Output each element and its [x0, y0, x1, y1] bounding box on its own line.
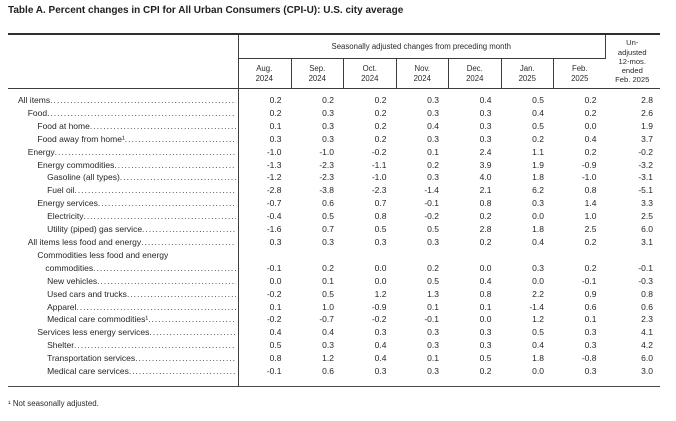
year-label: 2025	[518, 73, 536, 83]
value-cell: 1.8	[532, 353, 544, 364]
value-cell: 0.0	[584, 120, 597, 131]
month-label: Nov.	[414, 63, 430, 73]
value-cell: 4.1	[641, 327, 653, 338]
value-cell: -0.9	[371, 301, 387, 312]
unadjusted-header-line: ended	[621, 66, 643, 76]
value-cell: 0.5	[532, 120, 544, 131]
table-row	[8, 275, 660, 288]
value-cell: -1.0	[266, 146, 282, 157]
month-label: Dec.	[466, 63, 483, 73]
seasonally-adjusted-group-header: Seasonally adjusted changes from preceding month	[238, 35, 606, 59]
value-cell: 0.4	[532, 340, 544, 351]
value-cell: 0.3	[427, 366, 439, 377]
value-cell: 0.1	[427, 146, 439, 157]
value-cell: 1.1	[532, 146, 544, 157]
value-cell: 0.3	[532, 198, 544, 209]
value-cell: -0.4	[266, 211, 282, 222]
table-row	[8, 339, 660, 352]
dot-leader	[74, 339, 236, 352]
value-cell: 0.2	[427, 159, 439, 170]
table-row	[8, 197, 660, 210]
dot-leader	[98, 197, 236, 210]
value-cell: 0.5	[269, 340, 282, 351]
value-cell: 0.8	[374, 211, 387, 222]
table-row	[8, 146, 660, 159]
row-label-line: commodities	[45, 262, 94, 273]
table-body	[8, 89, 660, 386]
table-row	[8, 184, 660, 197]
dot-leader	[149, 326, 236, 339]
value-cell: 0.2	[322, 262, 334, 273]
table-row	[8, 210, 660, 223]
value-cell: 0.3	[322, 120, 334, 131]
dot-leader	[90, 120, 236, 133]
value-cell: -3.2	[638, 159, 653, 170]
value-cell: 0.2	[322, 95, 334, 105]
unadjusted-header-line: Feb. 2025	[615, 75, 650, 85]
table-row	[8, 313, 660, 326]
stub-header-cell	[8, 35, 238, 88]
value-cell: 2.4	[479, 146, 492, 157]
value-cell: 0.1	[427, 353, 439, 364]
value-cell: 1.8	[532, 172, 544, 183]
row-label: Shelter	[47, 340, 75, 351]
row-label: Medical care services	[47, 366, 129, 377]
dot-leader	[135, 352, 236, 365]
value-cell: 0.6	[322, 198, 334, 209]
value-cell: -0.2	[371, 146, 387, 157]
value-cell: -1.0	[371, 172, 387, 183]
value-cell: 0.6	[322, 366, 334, 377]
value-cell: -0.9	[581, 159, 597, 170]
table-row	[8, 94, 660, 107]
row-label: Food away from home¹	[37, 133, 125, 144]
row-label: Energy commodities	[37, 159, 115, 170]
row-label: All items less food and energy	[27, 236, 142, 247]
value-cell: 0.3	[584, 366, 597, 377]
value-cell: 0.2	[584, 262, 597, 273]
value-cell: 0.5	[322, 288, 334, 299]
value-cell: 0.3	[374, 366, 387, 377]
table-row	[8, 133, 660, 146]
value-cell: 0.2	[584, 107, 597, 118]
value-cell: 0.2	[374, 133, 387, 144]
value-cell: 0.6	[641, 301, 653, 312]
dot-leader	[142, 223, 236, 236]
row-label: Electricity	[47, 211, 84, 222]
value-cell: 0.2	[374, 120, 387, 131]
value-cell: -0.7	[319, 314, 334, 325]
value-cell: -1.2	[266, 172, 282, 183]
value-cell: -1.4	[529, 301, 544, 312]
month-header-cell	[553, 59, 606, 88]
value-cell: -3.8	[319, 185, 334, 196]
row-label: Energy	[27, 146, 55, 157]
value-cell: 0.8	[479, 198, 492, 209]
dot-leader	[148, 313, 236, 326]
dot-leader	[141, 236, 236, 249]
row-label: Food at home	[37, 120, 90, 131]
value-cell: 0.3	[479, 133, 492, 144]
value-cell: 1.3	[427, 288, 439, 299]
value-cell: 2.8	[641, 95, 653, 105]
year-label: 2024	[466, 73, 484, 83]
value-cell: 0.1	[269, 301, 282, 312]
value-cell: 0.3	[427, 107, 439, 118]
value-cell: 0.3	[374, 327, 387, 338]
value-cell: -2.3	[319, 172, 334, 183]
dot-leader	[76, 301, 236, 314]
value-cell: 2.3	[641, 314, 653, 325]
value-cell: -1.3	[266, 159, 282, 170]
value-cell: 0.2	[584, 146, 597, 157]
cpi-table	[8, 33, 660, 387]
value-cell: 0.0	[269, 275, 282, 286]
value-cell: 0.5	[532, 327, 544, 338]
value-cell: 2.2	[532, 288, 544, 299]
value-cell: 0.9	[584, 288, 597, 299]
month-header-cell	[238, 59, 291, 88]
value-cell: 0.3	[322, 107, 334, 118]
value-cell: 0.0	[479, 262, 492, 273]
value-cell: 2.5	[641, 211, 653, 222]
value-cell: 0.2	[479, 366, 492, 377]
value-cell: -0.1	[266, 262, 282, 273]
value-cell: 0.8	[269, 353, 282, 364]
value-cell: 0.1	[479, 301, 492, 312]
value-cell: 2.8	[479, 224, 492, 235]
value-cell: -2.3	[319, 159, 334, 170]
value-cell: 0.8	[641, 288, 653, 299]
dot-leader	[93, 262, 236, 275]
table-row	[8, 236, 660, 249]
value-cell: 0.4	[584, 133, 597, 144]
value-cell: -1.0	[319, 146, 334, 157]
value-cell: -0.3	[638, 275, 653, 286]
value-cell: 0.4	[322, 327, 334, 338]
value-cell: 0.1	[269, 120, 282, 131]
unadjusted-header-line: adjusted	[617, 47, 647, 57]
value-cell: 0.3	[427, 236, 439, 247]
value-cell: 1.2	[532, 314, 544, 325]
value-cell: 0.2	[374, 95, 387, 105]
row-label: Transportation services	[47, 353, 136, 364]
dot-leader	[55, 146, 236, 159]
value-cell: 0.3	[584, 327, 597, 338]
value-cell: 0.5	[479, 353, 492, 364]
value-cell: 0.3	[322, 340, 334, 351]
month-label: Sep.	[309, 63, 326, 73]
value-cell: -0.7	[266, 198, 282, 209]
value-cell: 1.9	[532, 159, 544, 170]
year-label: 2024	[361, 73, 379, 83]
value-cell: 0.2	[584, 95, 597, 105]
value-cell: 0.4	[479, 275, 492, 286]
value-cell: 0.2	[269, 107, 282, 118]
value-cell: 3.7	[641, 133, 653, 144]
row-label: Medical care commodities¹	[47, 314, 149, 325]
value-cell: 1.0	[322, 301, 334, 312]
value-cell: 0.3	[479, 327, 492, 338]
value-cell: 3.0	[641, 366, 653, 377]
table-row	[8, 171, 660, 184]
row-label: All items	[18, 95, 51, 105]
row-label	[8, 249, 238, 275]
row-label: Fuel oil	[47, 185, 75, 196]
value-cell: -0.1	[424, 314, 439, 325]
dot-leader	[47, 107, 236, 120]
value-cell: 0.4	[374, 340, 387, 351]
table-title: Table A. Percent changes in CPI for All Urban Consumers (CPI-U): U.S. city average	[8, 5, 404, 16]
row-label: Food	[27, 107, 48, 118]
table-row	[8, 159, 660, 172]
value-cell: 0.2	[374, 107, 387, 118]
row-label: Gasoline (all types)	[47, 172, 120, 183]
value-cell: 0.3	[427, 172, 439, 183]
year-label: 2024	[308, 73, 326, 83]
value-cell: 0.4	[532, 107, 544, 118]
value-cell: 0.3	[427, 95, 439, 105]
value-cell: 0.8	[479, 288, 492, 299]
month-label: Jan.	[519, 63, 535, 73]
value-cell: -0.1	[638, 262, 653, 273]
value-cell: -0.8	[581, 353, 597, 364]
value-cell: -0.2	[266, 314, 282, 325]
value-cell: 0.8	[584, 185, 597, 196]
value-cell: -5.1	[638, 185, 653, 196]
dot-leader	[127, 288, 236, 301]
table-row	[8, 107, 660, 120]
value-cell: 0.5	[322, 211, 334, 222]
value-cell: 3.1	[641, 236, 653, 247]
value-cell: 6.0	[641, 353, 653, 364]
value-cell: 3.9	[479, 159, 492, 170]
month-header-cell	[396, 59, 449, 88]
month-label: Feb.	[571, 63, 588, 73]
value-cell: 0.5	[374, 224, 387, 235]
value-cell: -0.2	[638, 146, 653, 157]
dot-leader	[97, 275, 236, 288]
value-cell: -0.2	[371, 314, 387, 325]
value-cell: -0.2	[266, 288, 282, 299]
row-label: Utility (piped) gas service	[47, 224, 143, 235]
value-cell: 1.2	[322, 353, 334, 364]
value-cell: 0.3	[322, 133, 334, 144]
dot-leader	[125, 133, 236, 146]
value-cell: -1.6	[266, 224, 282, 235]
value-cell: 1.0	[584, 211, 597, 222]
month-label: Oct.	[362, 63, 377, 73]
value-cell: 6.0	[641, 224, 653, 235]
value-cell: 0.3	[427, 327, 439, 338]
value-cell: 0.0	[374, 275, 387, 286]
value-cell: 4.0	[479, 172, 492, 183]
value-cell: -1.4	[424, 185, 439, 196]
value-cell: 1.2	[374, 288, 387, 299]
value-cell: 0.4	[374, 353, 387, 364]
unadjusted-header-line: Un-	[626, 38, 639, 48]
value-cell: 0.3	[584, 340, 597, 351]
value-cell: 0.5	[427, 275, 439, 286]
value-cell: 1.4	[584, 198, 597, 209]
value-cell: 0.1	[322, 275, 334, 286]
value-cell: 1.9	[641, 120, 653, 131]
value-cell: 4.2	[641, 340, 653, 351]
value-cell: 0.2	[584, 236, 597, 247]
year-label: 2025	[571, 73, 589, 83]
table-header	[8, 35, 660, 89]
value-cell: 0.2	[269, 95, 282, 105]
value-cell: 0.5	[427, 224, 439, 235]
table-row	[8, 352, 660, 365]
value-cell: 0.3	[269, 133, 282, 144]
table-row	[8, 326, 660, 339]
dot-leader	[83, 210, 236, 223]
value-cell: 0.7	[374, 198, 387, 209]
row-label: Used cars and trucks	[47, 288, 127, 299]
value-cell: 0.2	[427, 262, 439, 273]
value-cell: 0.4	[532, 236, 544, 247]
value-cell: 0.0	[532, 211, 544, 222]
value-cell: 0.4	[269, 327, 282, 338]
month-header-cell	[501, 59, 554, 88]
value-cell: 0.0	[532, 366, 544, 377]
value-cell: 0.0	[374, 262, 387, 273]
dot-leader	[50, 94, 236, 107]
row-label: Apparel	[47, 301, 77, 312]
year-label: 2024	[413, 73, 431, 83]
value-cell: 0.1	[584, 314, 597, 325]
value-cell: 0.2	[479, 211, 492, 222]
value-cell: 0.0	[479, 314, 492, 325]
value-cell: -0.1	[581, 275, 597, 286]
value-cell: 0.3	[427, 340, 439, 351]
year-label: 2024	[255, 73, 273, 83]
value-cell: 0.5	[532, 95, 544, 105]
footnote: ¹ Not seasonally adjusted.	[8, 399, 99, 408]
table-row	[8, 223, 660, 236]
dot-leader	[75, 184, 237, 197]
value-cell: 1.8	[532, 224, 544, 235]
value-cell: 0.3	[532, 262, 544, 273]
value-cell: 2.5	[584, 224, 597, 235]
value-cell: 0.0	[532, 275, 544, 286]
value-cell: 0.4	[479, 95, 492, 105]
row-label: Energy services	[37, 198, 98, 209]
unadjusted-column-header	[606, 35, 660, 88]
row-label: New vehicles	[47, 275, 98, 286]
table-row	[8, 301, 660, 314]
value-cell: 2.1	[479, 185, 492, 196]
stub-divider-line	[238, 35, 239, 386]
value-cell: 0.3	[322, 236, 334, 247]
value-cell: 0.2	[532, 133, 544, 144]
table-row	[8, 288, 660, 301]
month-header-cell	[448, 59, 501, 88]
row-label: Services less energy services	[37, 327, 150, 338]
value-cell: 0.3	[427, 133, 439, 144]
value-cell: -0.1	[424, 198, 439, 209]
value-cell: 0.6	[584, 301, 597, 312]
month-header-cell	[291, 59, 344, 88]
unadjusted-header-line: 12-mos.	[618, 56, 646, 66]
month-label: Aug.	[256, 63, 273, 73]
month-header-cell	[343, 59, 396, 88]
value-cell: 0.3	[374, 236, 387, 247]
dot-leader	[114, 159, 236, 172]
value-cell: 3.3	[641, 198, 653, 209]
value-cell: 0.1	[427, 301, 439, 312]
value-cell: 0.3	[479, 107, 492, 118]
dot-leader	[129, 365, 236, 378]
value-cell: -2.8	[266, 185, 282, 196]
value-cell: -1.1	[371, 159, 387, 170]
value-cell: 0.3	[479, 120, 492, 131]
value-cell: -0.1	[266, 366, 282, 377]
value-cell: -3.1	[638, 172, 653, 183]
table-row	[8, 120, 660, 133]
value-cell: -1.0	[581, 172, 597, 183]
row-label-line: Commodities less food and energy	[37, 249, 169, 260]
value-cell: 0.4	[427, 120, 439, 131]
value-cell: 0.7	[322, 224, 334, 235]
value-cell: -0.2	[424, 211, 439, 222]
value-cell: 0.3	[479, 340, 492, 351]
value-cell: 6.2	[532, 185, 544, 196]
table-row	[8, 249, 660, 275]
value-cell: 2.6	[641, 107, 653, 118]
value-cell: -2.3	[371, 185, 387, 196]
dot-leader	[120, 171, 236, 184]
value-cell: 0.2	[479, 236, 492, 247]
value-cell: 0.3	[269, 236, 282, 247]
table-row	[8, 365, 660, 378]
